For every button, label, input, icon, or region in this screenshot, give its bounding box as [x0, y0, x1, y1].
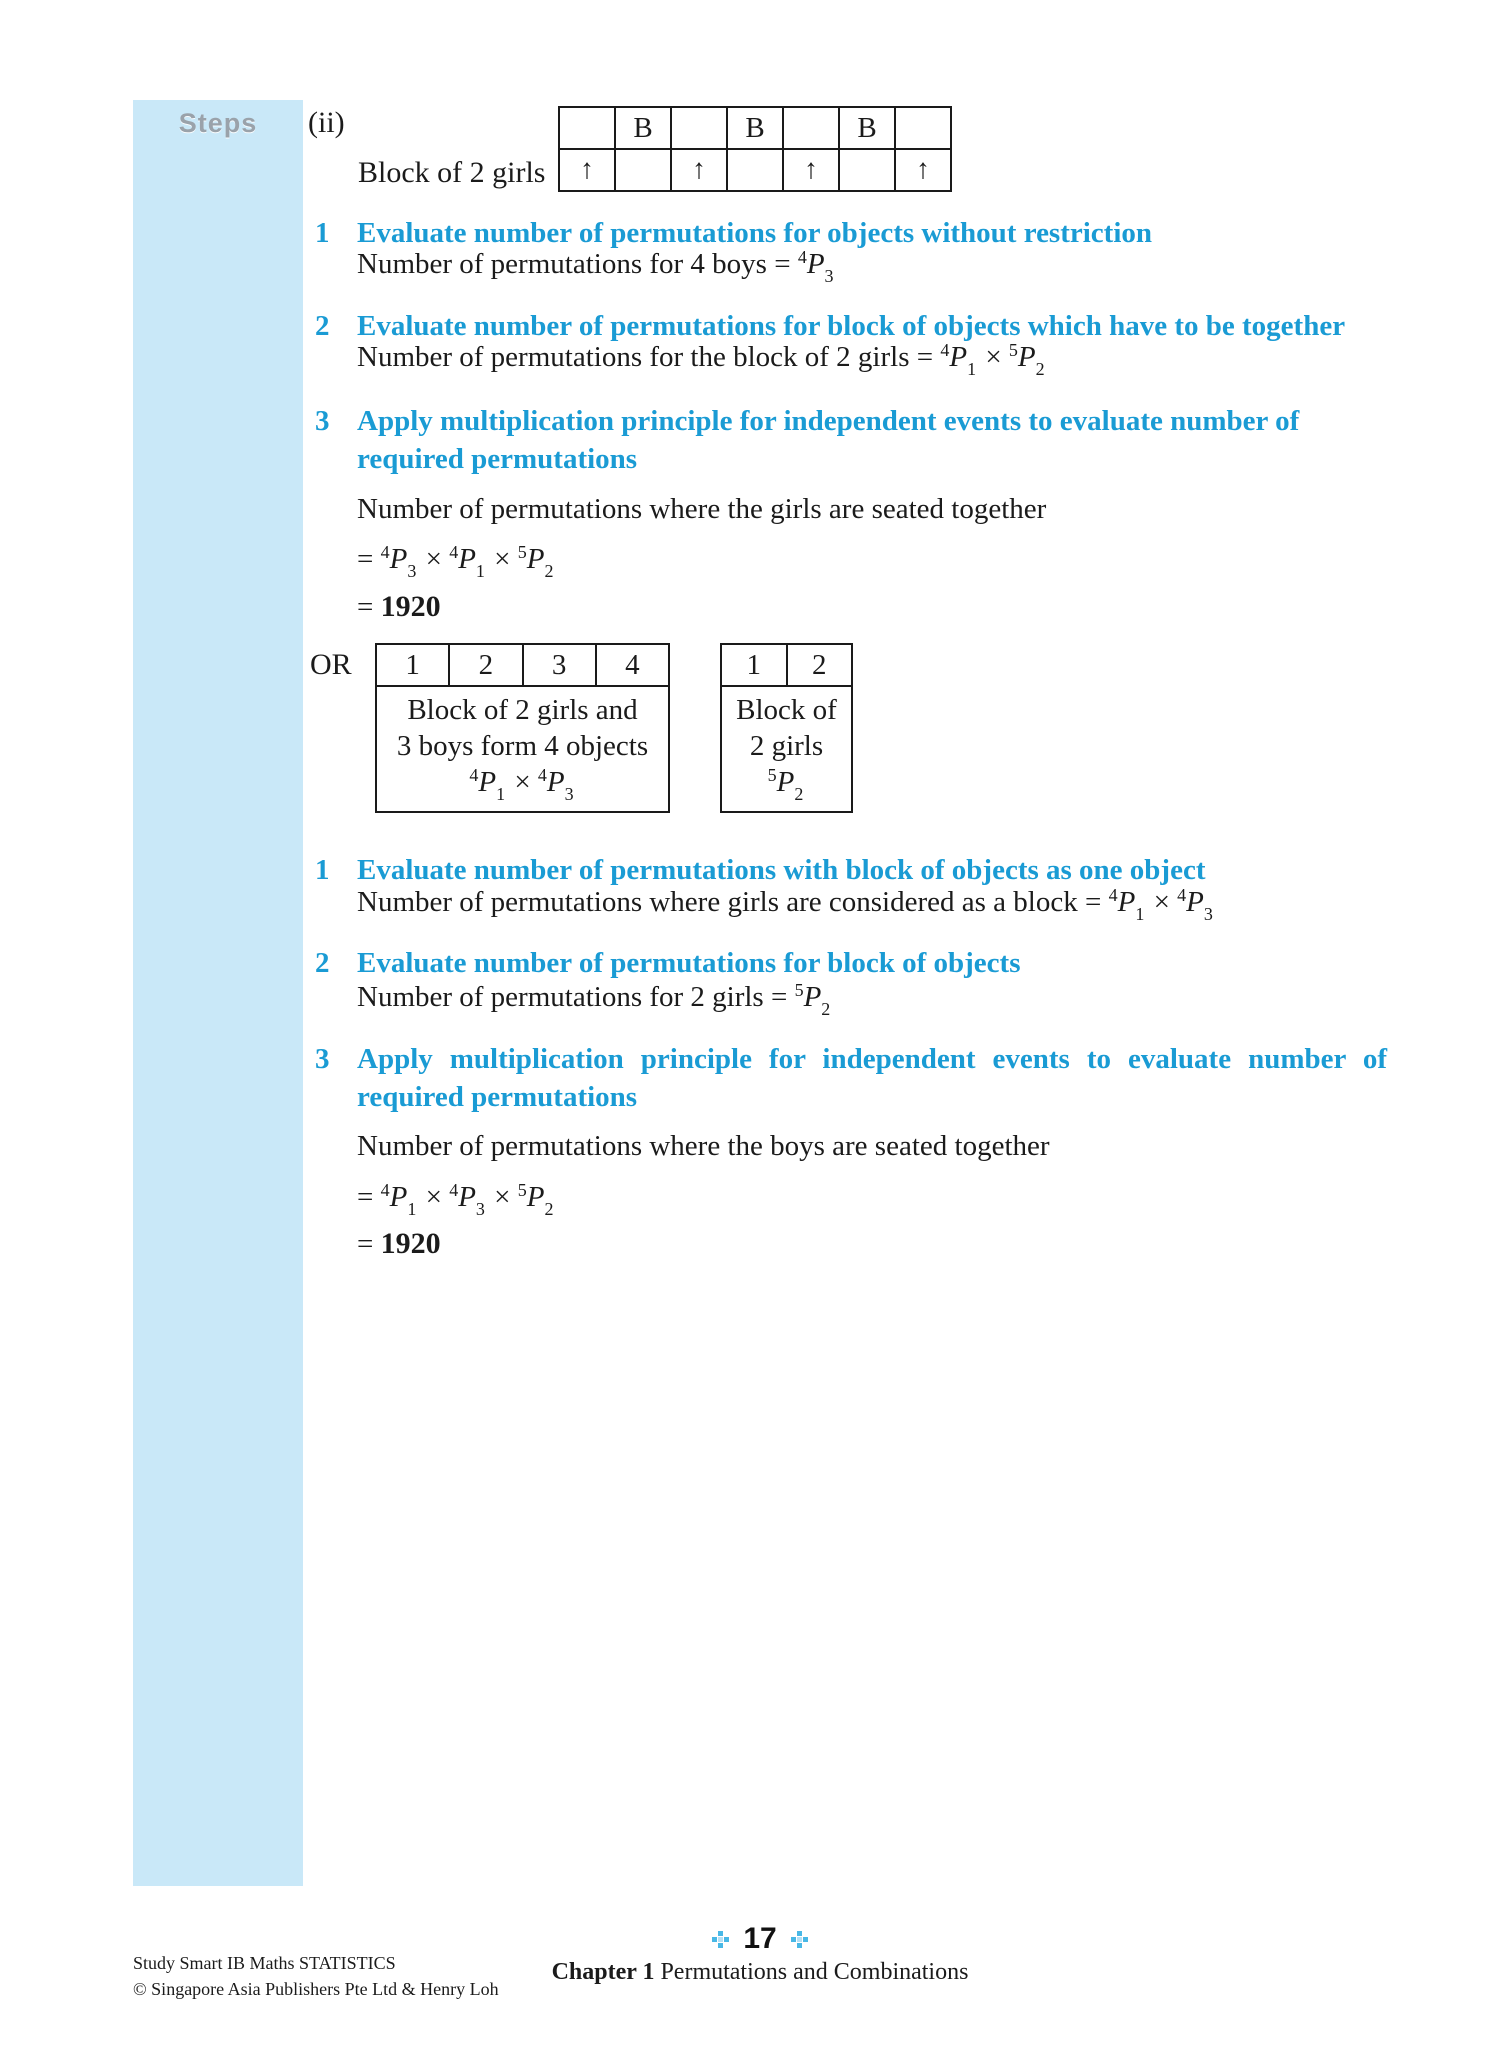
step-3a-working: Number of permutations where the girls are seated together	[357, 493, 1047, 525]
footer-copyright: © Singapore Asia Publishers Pte Ltd & Henry Loh	[133, 1979, 499, 1999]
step-title: Evaluate number of permutations for objects without restriction	[357, 217, 1153, 249]
description-line: Block of 2 girls and	[407, 694, 638, 726]
slot-arrow-cell	[839, 149, 895, 191]
footer-center	[455, 1922, 1065, 1986]
position-cell: 4	[597, 643, 670, 685]
step-3b-working: Number of permutations where the boys are seated together	[357, 1130, 1050, 1162]
footer-series-title: Study Smart IB Maths STATISTICS	[133, 1953, 396, 1973]
equals-sign: =	[357, 1228, 374, 1260]
footer-imprint	[133, 1950, 499, 2002]
step-2a-working: Number of permutations for the block of 2 girls = $^4P_1 \times ^5P_2$	[357, 340, 1045, 379]
step-number: 2	[315, 947, 330, 979]
seat-cell	[559, 107, 615, 149]
step-title: Apply multiplication principle for independent events to evaluate number of required permutations	[357, 405, 1300, 475]
step-1a-working: Number of permutations for 4 boys = $^4P_3$	[357, 247, 834, 286]
seat-cell: B	[615, 107, 671, 149]
position-cell: 2	[788, 643, 854, 685]
step-2b-working: Number of permutations for 2 girls = $^5P_2$	[357, 980, 831, 1019]
seat-cell: B	[839, 107, 895, 149]
steps-sidebar	[133, 100, 303, 1886]
position-cell: 1	[375, 643, 450, 685]
seating-diagram-table	[558, 106, 952, 192]
or-label: OR	[310, 648, 352, 681]
step-3a	[315, 402, 1387, 478]
slot-arrow-cell: ↑	[895, 149, 951, 191]
block-of-girls-label: Block of 2 girls	[358, 156, 546, 189]
step-1a	[315, 214, 1152, 252]
step-2a	[315, 307, 1345, 345]
seating-table-row-slots	[559, 149, 951, 191]
seat-cell	[895, 107, 951, 149]
cross-ornament-icon	[791, 1931, 808, 1948]
equals-sign: =	[357, 591, 374, 623]
chapter-label: Chapter 1	[551, 1959, 655, 1985]
result-value: 1920	[380, 1227, 441, 1260]
position-cell: 2	[450, 643, 523, 685]
or-table-b-positions	[720, 643, 853, 685]
slot-arrow-cell: ↑	[671, 149, 727, 191]
seat-cell: B	[727, 107, 783, 149]
step-number: 1	[315, 217, 330, 249]
description-line: Block of	[736, 694, 837, 726]
step-number: 2	[315, 310, 330, 342]
chapter-title: Permutations and Combinations	[660, 1959, 969, 1985]
or-table-girls-block	[720, 643, 853, 813]
step-title: Evaluate number of permutations for block of objects	[357, 947, 1021, 979]
cross-ornament-icon	[712, 1931, 729, 1948]
step-number: 1	[315, 854, 330, 886]
slot-arrow-cell: ↑	[559, 149, 615, 191]
page-number-row	[455, 1922, 1065, 1956]
step-2b	[315, 944, 1021, 982]
steps-sidebar-label: Steps	[178, 108, 258, 138]
step-number: 3	[315, 405, 330, 437]
step-1b	[315, 851, 1206, 889]
position-cell: 3	[524, 643, 597, 685]
description-line: 3 boys form 4 objects	[396, 730, 649, 762]
seat-cell	[783, 107, 839, 149]
part-label: (ii)	[308, 106, 345, 139]
step-title: Evaluate number of permutations for block of objects which have to be together	[357, 310, 1346, 342]
or-table-b-description	[720, 685, 853, 813]
description-math: $^5P_2$	[767, 765, 804, 804]
step-3b-result	[357, 1227, 441, 1261]
seating-table-row-boys	[559, 107, 951, 149]
step-title: Evaluate number of permutations with block of objects as one object	[357, 854, 1206, 886]
result-value: 1920	[380, 590, 441, 623]
step-3a-formula: = $^4P_3 \times ^4P_1 \times ^5P_2$	[357, 542, 554, 581]
step-3b-formula: = $^4P_1 \times ^4P_3 \times ^5P_2$	[357, 1180, 554, 1219]
chapter-reference	[455, 1959, 1065, 1986]
step-title: Apply multiplication principle for independent events to evaluate number of required permutations	[357, 1043, 1387, 1113]
description-math: $^4P_1 \times ^4P_3$	[469, 765, 574, 804]
description-line: 2 girls	[749, 730, 824, 762]
step-1b-working: Number of permutations where girls are considered as a block = $^4P_1 \times ^4P_3$	[357, 885, 1213, 924]
step-number: 3	[315, 1043, 330, 1075]
seat-cell	[671, 107, 727, 149]
slot-arrow-cell	[727, 149, 783, 191]
step-3b	[315, 1040, 1387, 1116]
slot-arrow-cell: ↑	[783, 149, 839, 191]
step-3a-result	[357, 590, 441, 624]
position-cell: 1	[720, 643, 788, 685]
or-table-block-and-boys	[375, 643, 670, 813]
page-number: 17	[743, 1922, 777, 1955]
or-table-a-positions	[375, 643, 670, 685]
slot-arrow-cell	[615, 149, 671, 191]
or-table-a-description	[375, 685, 670, 813]
